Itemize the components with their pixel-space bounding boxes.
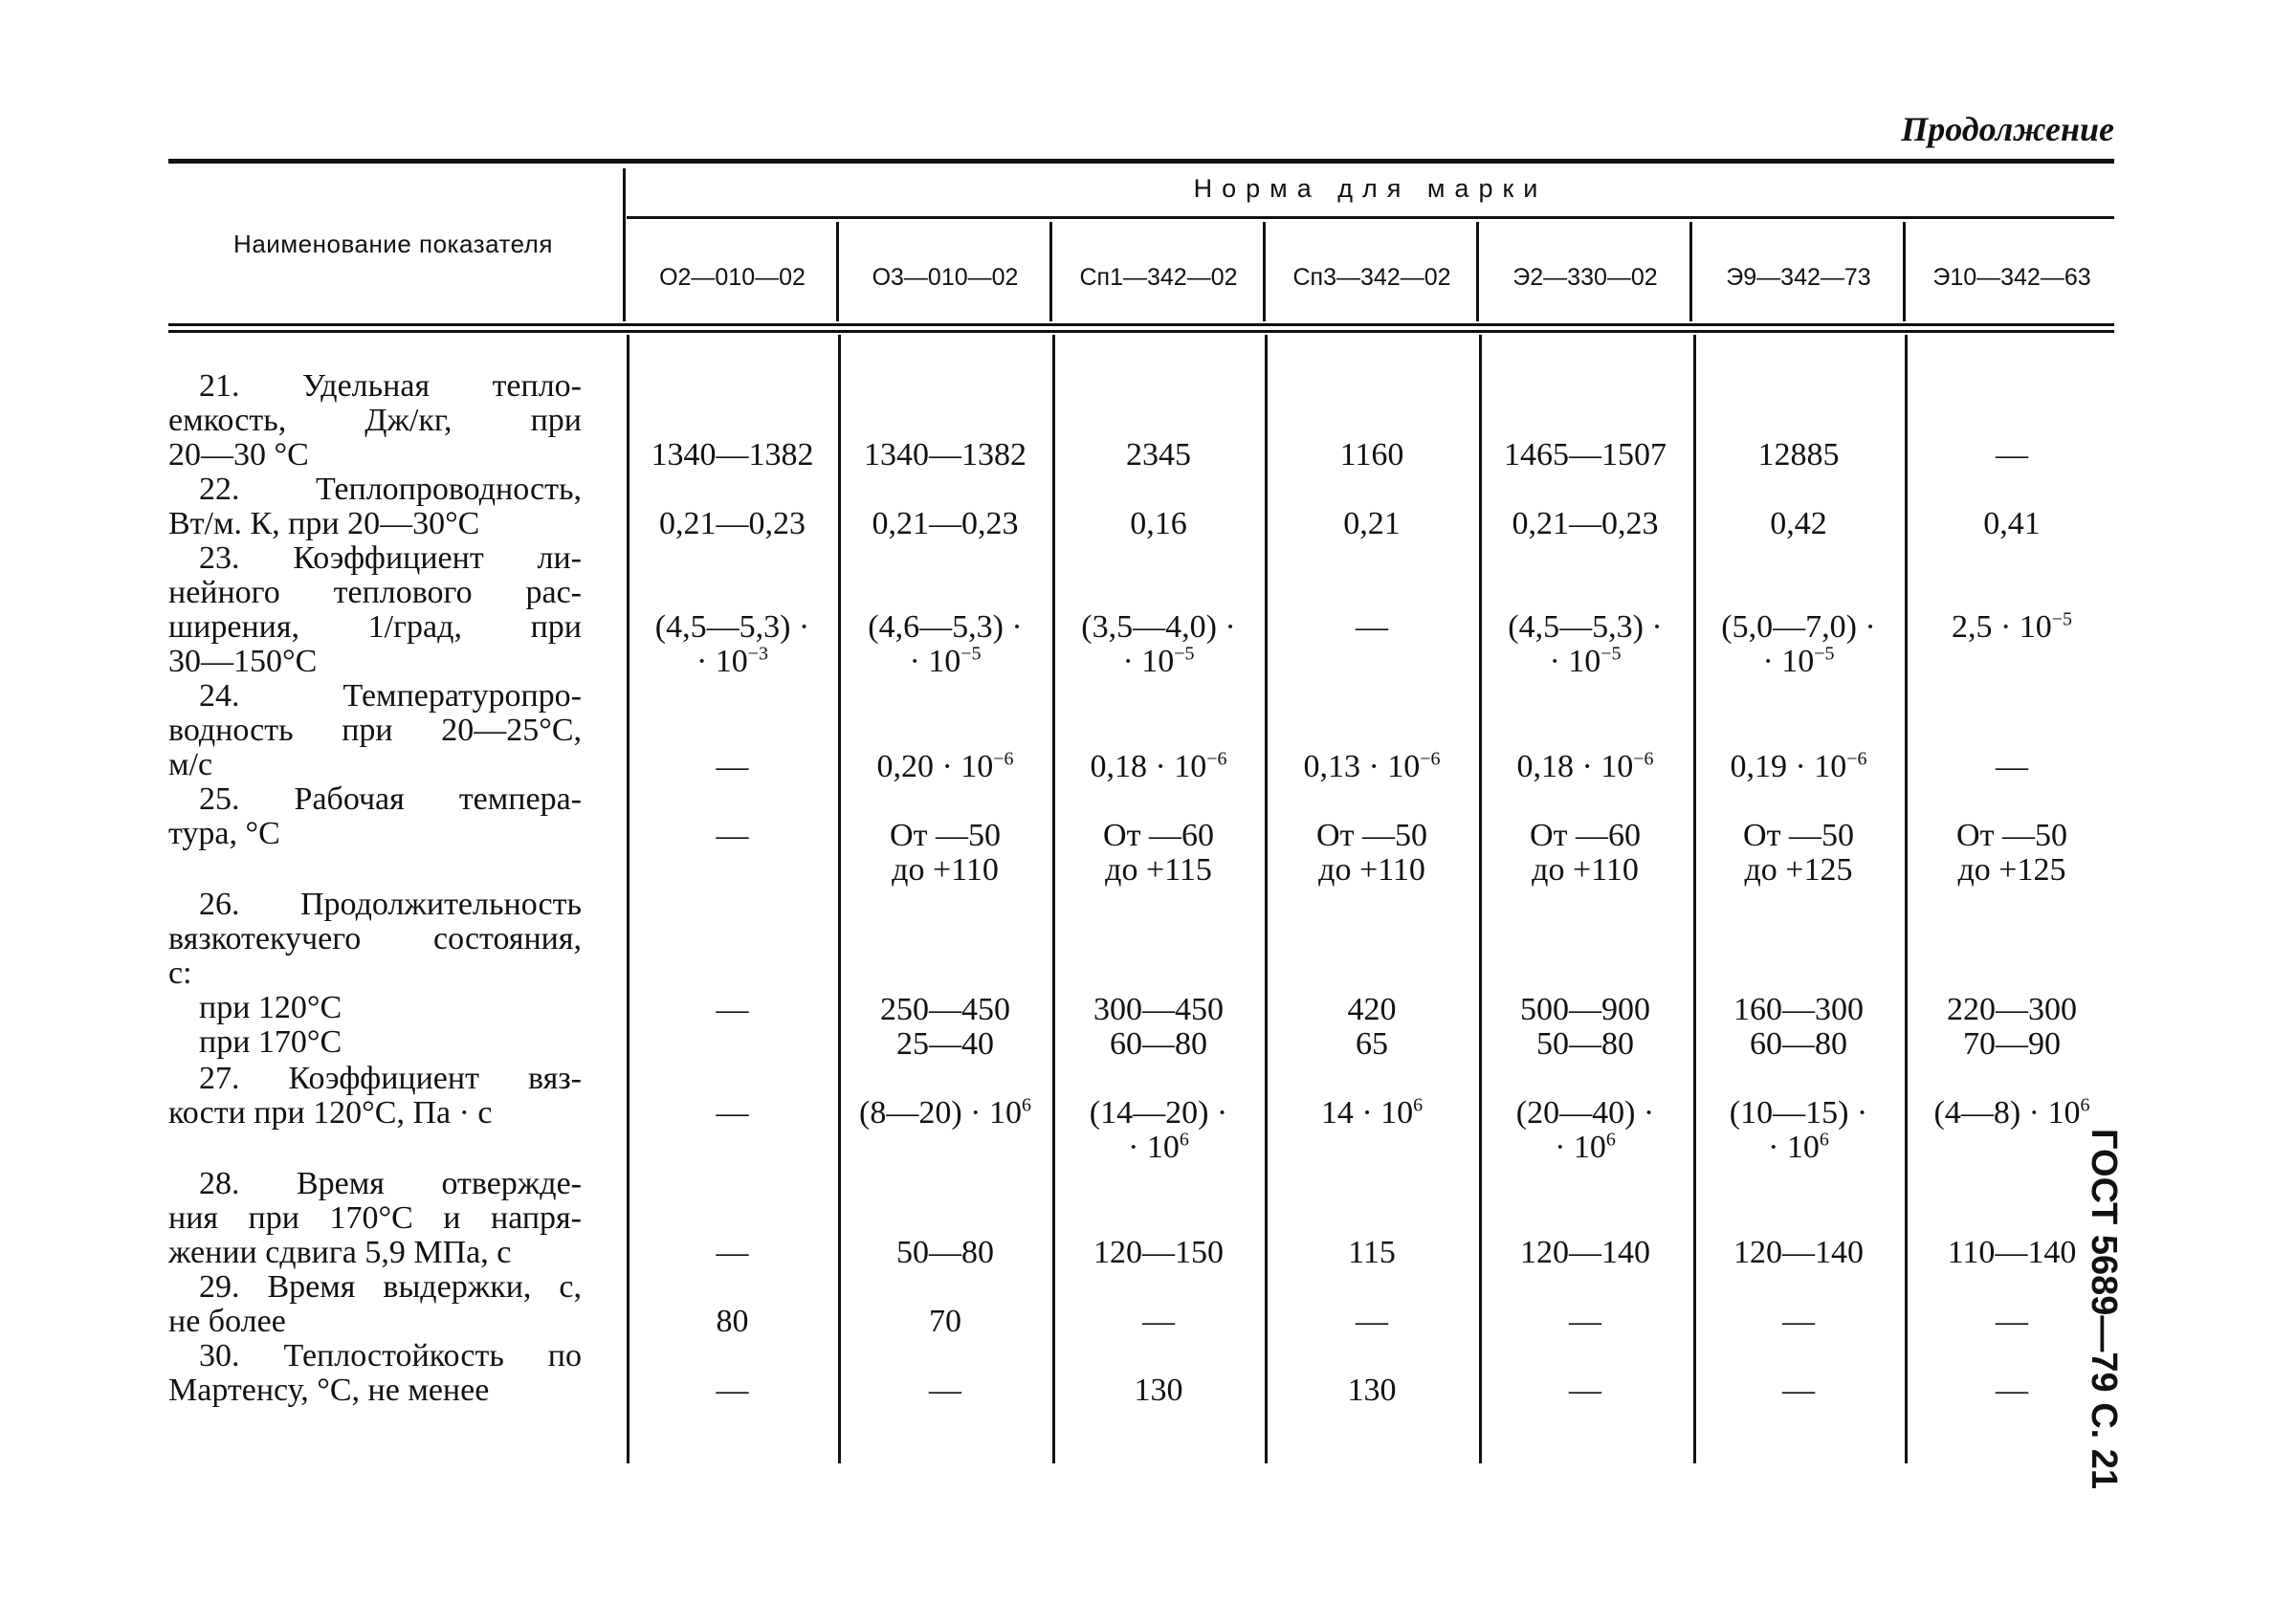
cell-base: 0,18 · 10 xyxy=(1516,749,1634,784)
header-bottom-rule xyxy=(168,323,2114,326)
grade-header: О3—010—02 xyxy=(872,264,1019,291)
cell-exponent: −6 xyxy=(993,748,1014,770)
cell-base: (4—8) · 10 xyxy=(1933,1095,2081,1131)
cell-line: (20—40) · xyxy=(1515,1095,1655,1131)
cell-exponent: −5 xyxy=(2051,608,2073,630)
cell-line: (14—20) · xyxy=(1089,1095,1228,1131)
table-cell: 120—140 xyxy=(1520,1235,1650,1270)
cell-base: 0,13 · 10 xyxy=(1303,749,1421,784)
cell-exponent: −5 xyxy=(960,643,982,665)
cell-base: · 10 xyxy=(1549,644,1601,679)
indicator-line: ширения, 1/град, при xyxy=(168,609,582,645)
cell-line: 220—300 xyxy=(1947,992,2077,1027)
cell-line: до +125 xyxy=(1744,852,1853,888)
cell-line: 65 xyxy=(1356,1026,1388,1062)
cell-exponent: −5 xyxy=(1814,643,1835,665)
table-cell xyxy=(1479,993,1691,1062)
table-cell xyxy=(1052,610,1265,679)
cell-exponent: 6 xyxy=(1179,1129,1189,1151)
cell-line: до +110 xyxy=(892,852,999,888)
table-cell: — xyxy=(1996,1373,2028,1408)
indicator-line: при 170°С xyxy=(199,1024,342,1060)
table-cell xyxy=(1692,1096,1905,1165)
table-cell xyxy=(1906,1096,2118,1131)
cell-base: 2,5 · 10 xyxy=(1951,609,2052,645)
table-cell: 0,21—0,23 xyxy=(659,506,806,541)
table-cell: — xyxy=(1782,1304,1815,1339)
table-cell: — xyxy=(1142,1304,1175,1339)
table-cell xyxy=(1266,1096,1478,1131)
cell-line: до +115 xyxy=(1105,852,1212,888)
cell-exponent: 6 xyxy=(1413,1094,1424,1116)
table-cell xyxy=(1906,993,2118,1062)
body-divider xyxy=(627,335,629,1463)
indicator-line: 23. Коэффициент ли- xyxy=(199,540,582,576)
cell-line: От —50 xyxy=(1743,818,1854,853)
indicator-line: жении сдвига 5,9 МПа, с xyxy=(168,1235,512,1270)
table-cell: 2345 xyxy=(1126,437,1191,472)
indicator-line: 20—30 °С xyxy=(168,437,309,472)
table-cell: 1160 xyxy=(1339,437,1404,472)
table-cell xyxy=(1692,993,1905,1062)
table-cell xyxy=(1266,819,1478,888)
indicator-24-name xyxy=(168,679,582,782)
cell-line: 300—450 xyxy=(1093,992,1224,1027)
indicator-line: 25. Рабочая темпера- xyxy=(199,781,582,817)
table-cell: 1465—1507 xyxy=(1504,437,1667,472)
table-cell: — xyxy=(716,1373,749,1408)
cell-line: От —50 xyxy=(890,818,1001,853)
cell-line: (10—15) · xyxy=(1729,1095,1868,1131)
indicator-line: кости при 120°С, Па · с xyxy=(168,1095,493,1131)
table-cell: 0,16 xyxy=(1130,506,1187,541)
cell-line xyxy=(1479,645,1691,679)
indicator-23-name xyxy=(168,541,582,679)
grade-header: О2—010—02 xyxy=(659,264,806,291)
cell-exponent: −6 xyxy=(1633,748,1654,770)
header-bottom-rule-2 xyxy=(168,330,2114,333)
table-cell xyxy=(839,610,1051,679)
cell-line: (4,5—5,3) · xyxy=(654,609,810,645)
indicator-line: 22. Теплопроводность, xyxy=(199,472,582,507)
table-cell xyxy=(839,819,1051,888)
table-cell: 0,21—0,23 xyxy=(872,506,1019,541)
cell-exponent: −5 xyxy=(1174,643,1195,665)
cell-line: 500—900 xyxy=(1520,992,1650,1027)
indicator-line: тура, °С xyxy=(168,816,280,851)
table-cell: — xyxy=(1996,437,2028,472)
table-cell: — xyxy=(1996,749,2028,784)
cell-line: 420 xyxy=(1347,992,1397,1027)
group-header-rule xyxy=(627,216,2114,219)
cell-exponent: 6 xyxy=(1819,1129,1829,1151)
table-cell: — xyxy=(716,1235,749,1270)
grade-group-header: Норма для марки xyxy=(1193,174,1548,203)
cell-line: до +125 xyxy=(1957,852,2066,888)
cell-base: · 10 xyxy=(1768,1130,1820,1165)
table-cell: 130 xyxy=(1347,1373,1397,1408)
table-cell xyxy=(1906,819,2118,888)
cell-exponent: 6 xyxy=(1021,1094,1031,1116)
table-cell: 80 xyxy=(716,1304,749,1339)
cell-line xyxy=(1692,645,1905,679)
table-cell: 1340—1382 xyxy=(651,437,814,472)
table-cell xyxy=(627,993,838,1027)
indicator-26-name xyxy=(168,888,582,1060)
indicator-28-name xyxy=(168,1167,582,1270)
cell-line xyxy=(627,645,838,679)
table-cell: 12885 xyxy=(1757,437,1840,472)
cell-line: до +110 xyxy=(1532,852,1639,888)
indicator-line: 24. Температуропро- xyxy=(199,678,582,714)
table-cell: — xyxy=(716,749,749,784)
table-cell: — xyxy=(1996,1304,2028,1339)
cell-line: 250—450 xyxy=(880,992,1010,1027)
table-cell xyxy=(1266,750,1478,784)
table-cell: 0,42 xyxy=(1770,506,1827,541)
grade-header: Э9—342—73 xyxy=(1726,264,1871,291)
cell-line: — xyxy=(716,992,749,1027)
table-cell xyxy=(1479,610,1691,679)
cell-exponent: 6 xyxy=(2080,1094,2090,1116)
table-cell: 0,21 xyxy=(1343,506,1401,541)
cell-base: · 10 xyxy=(1128,1130,1180,1165)
table-cell: 120—150 xyxy=(1093,1235,1224,1270)
indicator-line: 28. Время отвержде- xyxy=(199,1166,582,1201)
cell-line: 60—80 xyxy=(1750,1026,1847,1062)
table-cell xyxy=(1052,993,1265,1062)
cell-line xyxy=(839,645,1051,679)
cell-exponent: 6 xyxy=(1605,1129,1616,1151)
cell-line: От —60 xyxy=(1530,818,1641,853)
cell-line: От —50 xyxy=(1956,818,2067,853)
grade-header: Сп1—342—02 xyxy=(1079,264,1238,291)
table-cell xyxy=(839,993,1051,1062)
table-cell: 120—140 xyxy=(1733,1235,1864,1270)
grade-header: Э2—330—02 xyxy=(1512,264,1658,291)
grade-header: Сп3—342—02 xyxy=(1292,264,1451,291)
indicator-21-name xyxy=(168,369,582,472)
table-cell: 1340—1382 xyxy=(864,437,1027,472)
table-cell xyxy=(1479,1096,1691,1165)
table-cell: 115 xyxy=(1348,1235,1396,1270)
indicator-25-name xyxy=(168,782,582,851)
indicator-line: с: xyxy=(168,956,192,991)
indicator-line: при 120°С xyxy=(199,990,342,1025)
cell-base: (8—20) · 10 xyxy=(859,1095,1022,1131)
table-cell xyxy=(1906,610,2118,645)
indicator-27-name xyxy=(168,1062,582,1131)
indicator-29-name xyxy=(168,1270,582,1339)
cell-line xyxy=(1052,645,1265,679)
cell-exponent: −6 xyxy=(1846,748,1867,770)
table-cell: — xyxy=(929,1373,961,1408)
body-divider xyxy=(1479,335,1482,1463)
cell-line: 25—40 xyxy=(896,1026,994,1062)
table-cell xyxy=(1479,750,1691,784)
cell-base: · 10 xyxy=(1555,1130,1606,1165)
standard-page-number: ГОСТ 5689—79 С. 21 xyxy=(2084,1129,2124,1490)
cell-line: до +110 xyxy=(1318,852,1425,888)
cell-line: От —50 xyxy=(1316,818,1427,853)
cell-exponent: −3 xyxy=(747,643,769,665)
table-cell xyxy=(839,1096,1051,1131)
indicator-line: 30. Теплостойкость по xyxy=(199,1338,582,1373)
cell-line xyxy=(1052,1131,1265,1165)
table-cell: 110—140 xyxy=(1947,1235,2077,1270)
cell-base: 0,18 · 10 xyxy=(1090,749,1207,784)
body-divider xyxy=(1265,335,1268,1463)
cell-base: 14 · 10 xyxy=(1320,1095,1414,1131)
cell-line: 60—80 xyxy=(1110,1026,1207,1062)
cell-base: · 10 xyxy=(695,644,748,679)
indicator-line: 27. Коэффициент вяз- xyxy=(199,1061,582,1096)
table-cell xyxy=(1479,819,1691,888)
table-cell: — xyxy=(1356,609,1388,645)
indicator-22-name xyxy=(168,472,582,541)
cell-base: 0,20 · 10 xyxy=(876,749,994,784)
indicator-30-name xyxy=(168,1339,582,1408)
cell-line xyxy=(1692,1131,1905,1165)
body-divider xyxy=(1052,335,1055,1463)
indicator-line: водность при 20—25°С, xyxy=(168,713,582,748)
indicator-line: м/с xyxy=(168,747,213,782)
table-cell: 130 xyxy=(1134,1373,1183,1408)
table-cell: 50—80 xyxy=(896,1235,994,1270)
cell-exponent: −5 xyxy=(1601,643,1622,665)
cell-line: (5,0—7,0) · xyxy=(1721,609,1876,645)
table-cell xyxy=(1266,993,1478,1062)
table-cell: — xyxy=(1356,1304,1388,1339)
cell-line: От —60 xyxy=(1103,818,1214,853)
cell-base: · 10 xyxy=(909,644,961,679)
indicator-line: емкость, Дж/кг, при xyxy=(168,403,582,438)
table-cell: 0,21—0,23 xyxy=(1512,506,1659,541)
indicator-line: не более xyxy=(168,1304,286,1339)
table-cell xyxy=(1052,819,1265,888)
indicator-line: вязкотекучего состояния, xyxy=(168,921,582,956)
body-divider xyxy=(1693,335,1696,1463)
cell-base: · 10 xyxy=(1762,644,1815,679)
cell-line: 70—90 xyxy=(1963,1026,2061,1062)
indicator-name-header: Наименование показателя xyxy=(233,230,553,258)
table-cell xyxy=(1052,1096,1265,1165)
indicator-line: 30—150°С xyxy=(168,644,318,679)
header-divider xyxy=(623,168,626,321)
indicator-line: ния при 170°С и напря- xyxy=(168,1200,582,1236)
indicator-line: 21. Удельная тепло- xyxy=(199,368,582,404)
table-cell: — xyxy=(1569,1373,1601,1408)
grade-header: Э10—342—63 xyxy=(1932,264,2091,291)
indicator-line: нейного теплового рас- xyxy=(168,575,582,610)
indicator-line: 29. Время выдержки, с, xyxy=(199,1269,582,1305)
body-divider xyxy=(1905,335,1908,1463)
cell-base: · 10 xyxy=(1122,644,1175,679)
indicator-line: Мартенсу, °С, не менее xyxy=(168,1373,490,1408)
cell-line: 160—300 xyxy=(1733,992,1864,1027)
cell-line: (4,5—5,3) · xyxy=(1508,609,1663,645)
indicator-line: Вт/м. К, при 20—30°С xyxy=(168,506,480,541)
cell-line: (4,6—5,3) · xyxy=(868,609,1023,645)
table-cell: 70 xyxy=(929,1304,961,1339)
table-cell xyxy=(1692,819,1905,888)
table-cell: — xyxy=(716,1095,749,1131)
body-divider xyxy=(838,335,841,1463)
table-cell xyxy=(1052,750,1265,784)
cell-line: (3,5—4,0) · xyxy=(1081,609,1236,645)
table-cell xyxy=(1692,750,1905,784)
cell-exponent: −6 xyxy=(1420,748,1441,770)
table-cell xyxy=(1692,610,1905,679)
table-cell: 0,41 xyxy=(1983,506,2041,541)
table-cell: — xyxy=(716,818,749,853)
indicator-line: 26. Продолжительность xyxy=(199,887,582,922)
table-cell xyxy=(839,750,1051,784)
cell-base: 0,19 · 10 xyxy=(1730,749,1847,784)
table-cell xyxy=(627,610,838,679)
table-cell: — xyxy=(1782,1373,1815,1408)
continuation-label: Продолжение xyxy=(1901,110,2114,148)
table-cell: — xyxy=(1569,1304,1601,1339)
cell-exponent: −6 xyxy=(1206,748,1227,770)
cell-line xyxy=(1479,1131,1691,1165)
cell-line: 50—80 xyxy=(1536,1026,1634,1062)
table-top-rule xyxy=(168,159,2114,164)
